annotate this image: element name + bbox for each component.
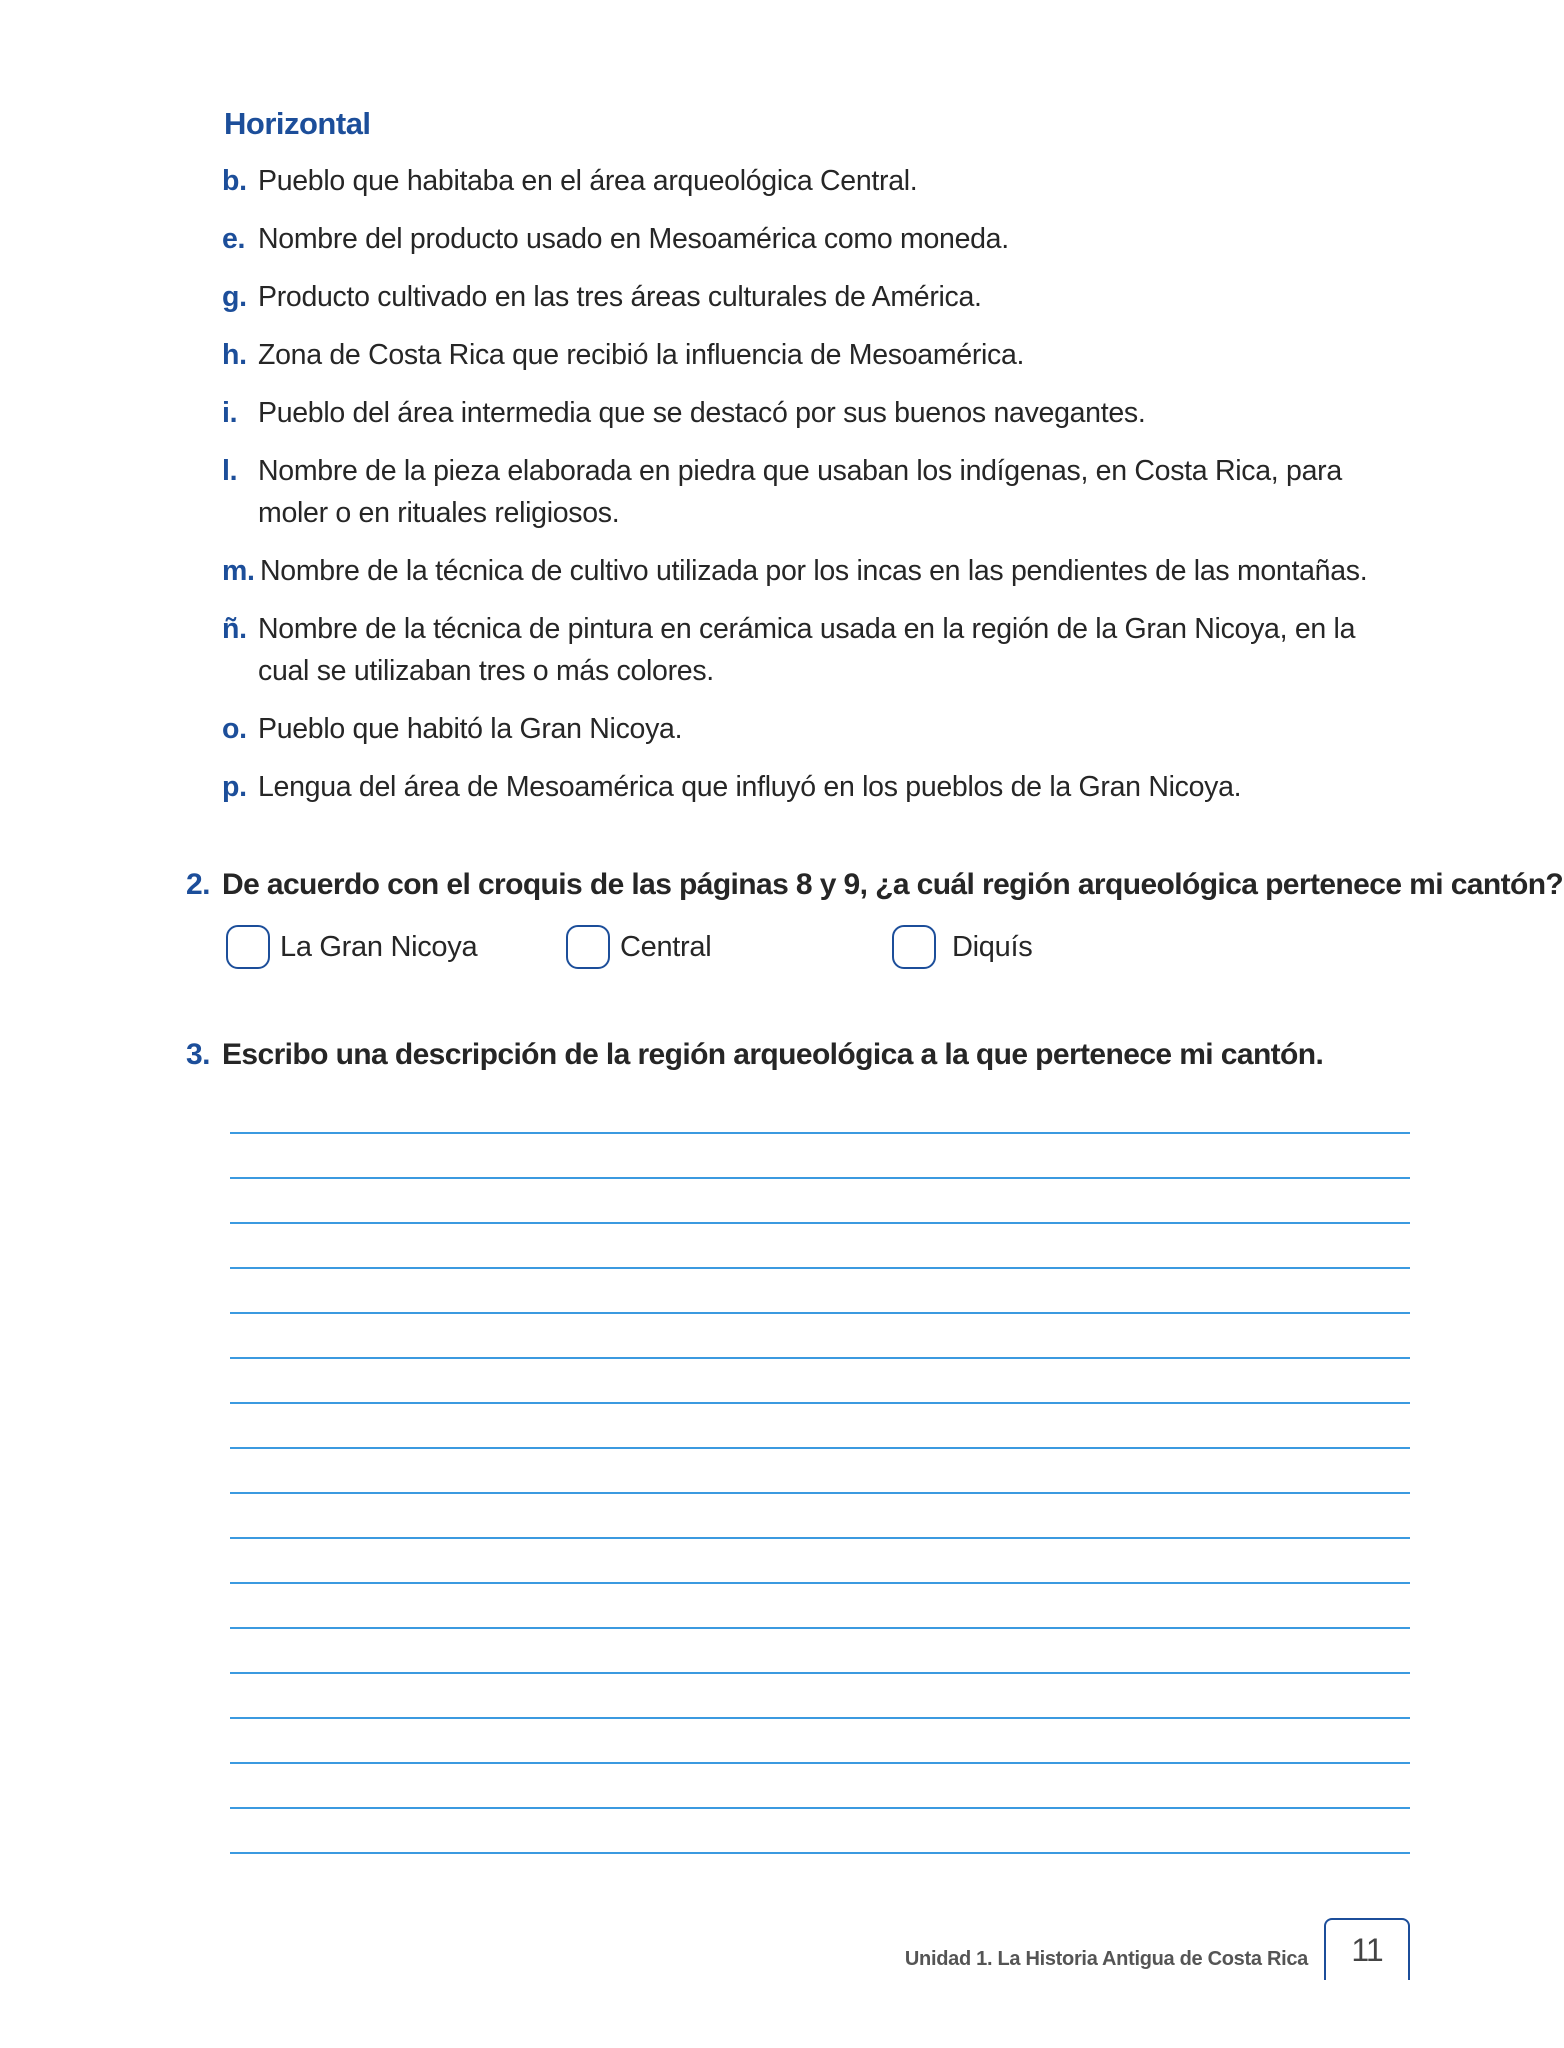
writing-line[interactable] (230, 1492, 1410, 1494)
clue-letter: e. (222, 223, 246, 255)
clue-text: Nombre de la técnica de pintura en cerámica usada en la región de la Gran Nicoya, en la cual se utilizaban tres o más colores. (258, 613, 1356, 687)
option-label: Central (620, 930, 712, 963)
question-3 (186, 1038, 1323, 1072)
clue-i (222, 392, 1412, 434)
clue-letter: l. (222, 455, 238, 487)
checkbox[interactable] (226, 925, 270, 969)
writing-line[interactable] (230, 1447, 1410, 1449)
writing-line[interactable] (230, 1627, 1410, 1629)
writing-line[interactable] (230, 1222, 1410, 1224)
writing-lines[interactable] (230, 1120, 1410, 1860)
question-2 (186, 868, 1563, 902)
writing-line[interactable] (230, 1672, 1410, 1674)
writing-line[interactable] (230, 1132, 1410, 1134)
clue-letter: i. (222, 397, 238, 429)
writing-line[interactable] (230, 1267, 1410, 1269)
option-la-gran-nicoya[interactable] (226, 922, 477, 972)
question-number: 3. (186, 1038, 210, 1071)
question-number: 2. (186, 868, 210, 901)
unit-title: Unidad 1. La Historia Antigua de Costa Rica (904, 1948, 1308, 1970)
clue-l (222, 450, 1412, 534)
clue-text: Nombre del producto usado en Mesoamérica como moneda. (258, 223, 1009, 255)
clue-h (222, 334, 1412, 376)
writing-line[interactable] (230, 1537, 1410, 1539)
clue-letter: o. (222, 713, 247, 745)
option-label: La Gran Nicoya (280, 930, 478, 963)
writing-line[interactable] (230, 1717, 1410, 1719)
clue-text: Pueblo que habitó la Gran Nicoya. (258, 713, 683, 745)
writing-line[interactable] (230, 1582, 1410, 1584)
clue-letter: g. (222, 281, 247, 313)
clue-o (222, 708, 1412, 750)
clue-letter: p. (222, 771, 247, 803)
question-text: Escribo una descripción de la región arqueológica a la que pertenece mi cantón. (222, 1038, 1324, 1071)
clue-text: Pueblo que habitaba en el área arqueológica Central. (258, 165, 918, 197)
option-diquis[interactable] (892, 922, 1032, 972)
clue-b (222, 160, 1412, 202)
section-title-horizontal: Horizontal (224, 106, 371, 141)
writing-line[interactable] (230, 1177, 1410, 1179)
clue-letter: m. (222, 555, 255, 587)
clue-m (222, 550, 1412, 592)
question-text: De acuerdo con el croquis de las páginas 8 y 9, ¿a cuál región arqueológica pertenece mi cantón? (222, 868, 1564, 901)
checkbox[interactable] (566, 925, 610, 969)
clue-text: Zona de Costa Rica que recibió la influencia de Mesoamérica. (258, 339, 1025, 371)
option-label: Diquís (952, 930, 1033, 963)
writing-line[interactable] (230, 1402, 1410, 1404)
clue-letter: h. (222, 339, 247, 371)
page-footer (0, 1918, 1564, 1998)
clue-letter: b. (222, 165, 247, 197)
checkbox[interactable] (892, 925, 936, 969)
clue-e (222, 218, 1412, 260)
clue-text: Nombre de la técnica de cultivo utilizada por los incas en las pendientes de las montañas. (260, 555, 1368, 587)
clue-text: Producto cultivado en las tres áreas culturales de América. (258, 281, 982, 313)
clue-letter: ñ. (222, 613, 247, 645)
page-number-box (1324, 1918, 1410, 1980)
writing-line[interactable] (230, 1762, 1410, 1764)
clue-n-tilde (222, 608, 1412, 692)
writing-line[interactable] (230, 1807, 1410, 1809)
horizontal-clue-list (222, 160, 1412, 824)
clue-text: Pueblo del área intermedia que se destacó por sus buenos navegantes. (258, 397, 1146, 429)
writing-line[interactable] (230, 1312, 1410, 1314)
page-number: 11 (1351, 1931, 1383, 1968)
clue-g (222, 276, 1412, 318)
clue-text: Nombre de la pieza elaborada en piedra que usaban los indígenas, en Costa Rica, para moler o en rituales religiosos. (258, 455, 1342, 529)
writing-line[interactable] (230, 1357, 1410, 1359)
option-central[interactable] (566, 922, 711, 972)
writing-line[interactable] (230, 1852, 1410, 1854)
clue-text: Lengua del área de Mesoamérica que influyó en los pueblos de la Gran Nicoya. (258, 771, 1242, 803)
clue-p (222, 766, 1412, 808)
